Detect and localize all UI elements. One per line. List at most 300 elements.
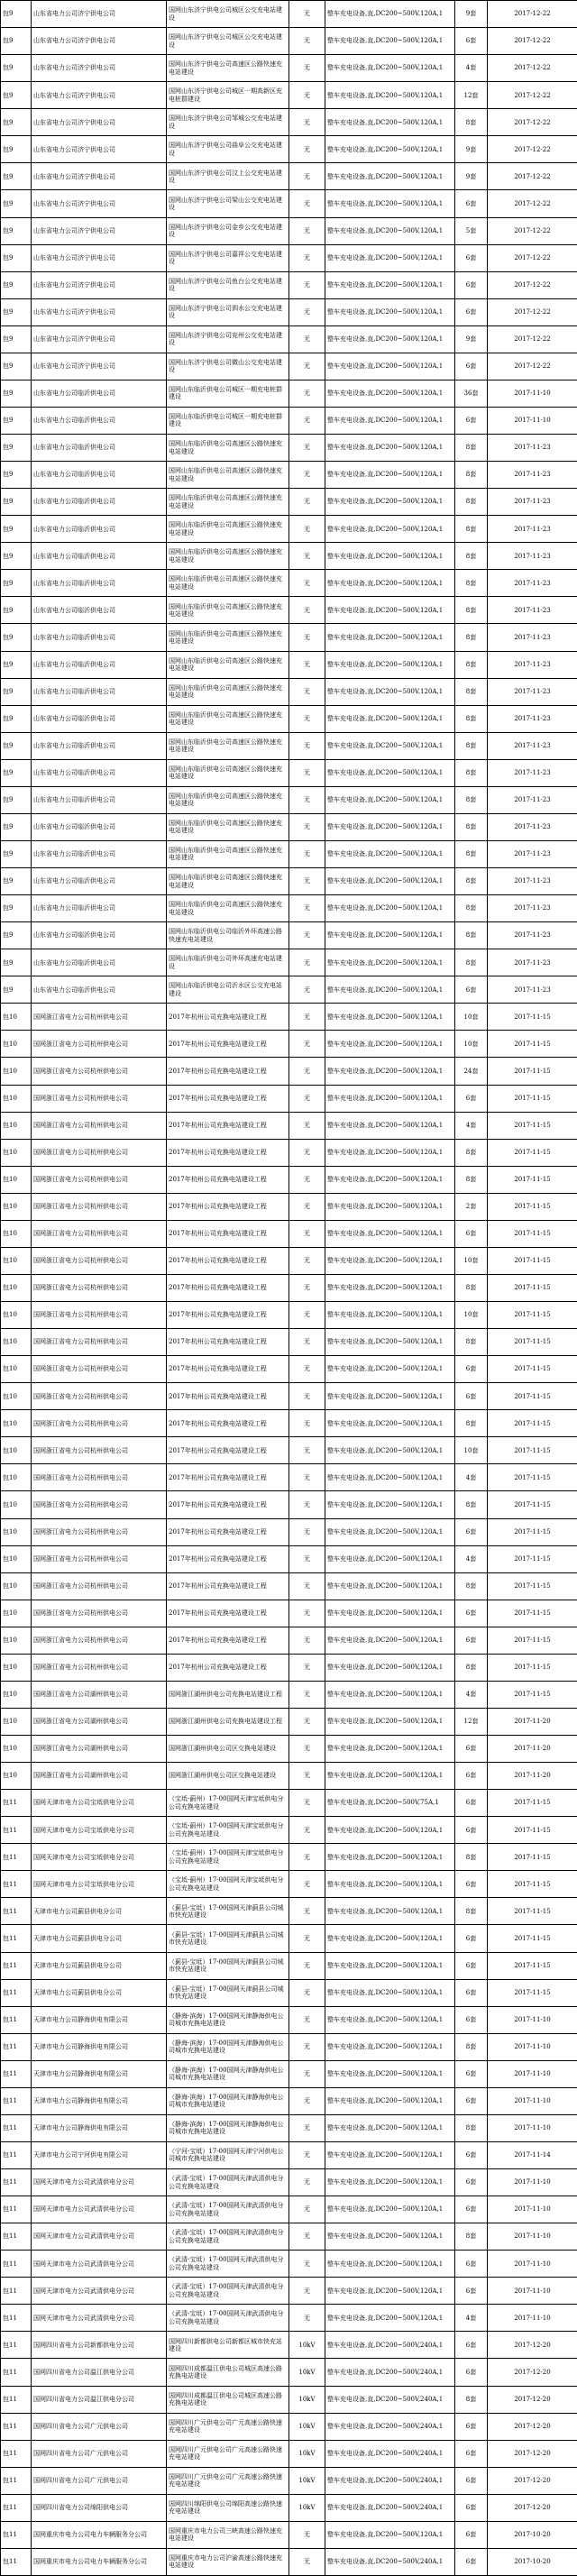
project-cell: （宝坻-蓟州）17-00国网天津宝坻供电分公司充换电站建设 (167, 1871, 289, 1898)
table-row (1, 1220, 577, 1247)
delivery-date-cell: 2017-11-15 (488, 1302, 577, 1329)
equipment-cell: 整车充电设备,直,DC200~500V,120A,1 (325, 813, 455, 840)
project-cell: 2017年杭州公司充换电站建设工程 (167, 1383, 289, 1410)
quantity-cell: 8套 (455, 1572, 488, 1600)
equipment-cell: 整车充电设备,直,DC200~500V,120A,1 (325, 2006, 455, 2033)
unit-cell: 国网天津市电力公司武清供电分公司 (32, 2251, 167, 2278)
equipment-cell: 整车充电设备,直,DC200~500V,240A,1 (325, 2386, 455, 2413)
unit-cell: 国网浙江省电力公司杭州供电公司 (32, 1383, 167, 1410)
equipment-cell: 整车充电设备,直,DC200~500V,120A,1 (325, 109, 455, 136)
voltage-cell: 无 (289, 1058, 325, 1085)
project-cell: 2017年杭州公司充换电站建设工程 (167, 1166, 289, 1193)
unit-cell: 山东省电力公司济宁供电公司 (32, 136, 167, 163)
package-cell: 包11 (1, 2169, 32, 2196)
equipment-cell: 整车充电设备,直,DC200~500V,120A,1 (325, 1220, 455, 1247)
package-cell: 包11 (1, 1898, 32, 1925)
table-row (1, 136, 577, 163)
voltage-cell: 无 (289, 462, 325, 489)
quantity-cell: 4套 (455, 1681, 488, 1708)
equipment-cell: 整车充电设备,直,DC200~500V,120A,1 (325, 1166, 455, 1193)
voltage-cell: 无 (289, 2141, 325, 2168)
project-cell: 国网山东临沂供电公司高速区公路快速充电站建设 (167, 516, 289, 543)
package-cell: 包9 (1, 868, 32, 895)
voltage-cell: 无 (289, 922, 325, 949)
table-row (1, 1112, 577, 1139)
quantity-cell: 4套 (455, 2305, 488, 2332)
equipment-cell: 整车充电设备,直,DC200~500V,120A,1 (325, 407, 455, 434)
project-cell: （宁河-宝坻）17-00国网天津宁河供电公司城市充换电站建设 (167, 2141, 289, 2168)
quantity-cell: 6套 (455, 2413, 488, 2440)
table-row (1, 353, 577, 380)
table-row (1, 1898, 577, 1925)
voltage-cell: 无 (289, 813, 325, 840)
package-cell: 包10 (1, 1166, 32, 1193)
unit-cell: 国网浙江省电力公司杭州供电公司 (32, 1031, 167, 1058)
package-cell: 包9 (1, 82, 32, 109)
quantity-cell: 8套 (455, 1654, 488, 1681)
project-cell: 国网四川广元供电公司广元高速公路快速充电站建设 (167, 2440, 289, 2467)
package-cell: 包10 (1, 1763, 32, 1790)
delivery-date-cell: 2017-11-15 (488, 1166, 577, 1193)
voltage-cell: 无 (289, 2305, 325, 2332)
project-cell: 国网四川新都供电公司新都区城市快充站建设 (167, 2332, 289, 2359)
equipment-cell: 整车充电设备,直,DC200~500V,120A,1 (325, 1572, 455, 1600)
delivery-date-cell: 2017-11-23 (488, 651, 577, 678)
unit-cell: 山东省电力公司临沂供电公司 (32, 949, 167, 976)
delivery-date-cell: 2017-11-15 (488, 1004, 577, 1031)
unit-cell: 国网浙江省电力公司杭州供电公司 (32, 1329, 167, 1356)
voltage-cell: 无 (289, 2223, 325, 2251)
voltage-cell: 无 (289, 1302, 325, 1329)
unit-cell: 国网浙江省电力公司杭州供电公司 (32, 1112, 167, 1139)
package-cell: 包9 (1, 813, 32, 840)
voltage-cell: 无 (289, 597, 325, 624)
project-cell: （静海-滨海）17-00国网天津静海供电公司城市充换电站建设 (167, 2114, 289, 2141)
project-cell: 2017年杭州公司充换电站建设工程 (167, 1274, 289, 1301)
package-cell: 包9 (1, 949, 32, 976)
delivery-date-cell: 2017-11-23 (488, 732, 577, 759)
voltage-cell: 无 (289, 217, 325, 244)
equipment-cell: 整车充电设备,直,DC200~500V,120A,1 (325, 325, 455, 353)
table-row (1, 976, 577, 1004)
table-row (1, 1925, 577, 1952)
project-cell: 2017年杭州公司充换电站建设工程 (167, 1545, 289, 1572)
unit-cell: 天津市电力公司静海供电有限公司 (32, 2060, 167, 2087)
table-row (1, 1031, 577, 1058)
project-cell: （宝坻-蓟州）17-00国网天津宝坻供电分公司充换电站建设 (167, 1790, 289, 1817)
table-row (1, 2521, 577, 2548)
package-cell: 包9 (1, 353, 32, 380)
unit-cell: 山东省电力公司临沂供电公司 (32, 678, 167, 705)
delivery-date-cell: 2017-11-20 (488, 1708, 577, 1735)
unit-cell: 山东省电力公司济宁供电公司 (32, 109, 167, 136)
delivery-date-cell: 2017-11-23 (488, 759, 577, 786)
voltage-cell: 无 (289, 949, 325, 976)
unit-cell: 国网四川省电力公司广元供电公司 (32, 2467, 167, 2494)
delivery-date-cell: 2017-11-10 (488, 407, 577, 434)
voltage-cell: 无 (289, 1247, 325, 1274)
project-cell: 2017年杭州公司充换电站建设工程 (167, 1085, 289, 1112)
project-cell: （静海-滨海）17-00国网天津静海供电公司城市充换电站建设 (167, 2087, 289, 2114)
equipment-cell: 整车充电设备,直,DC200~500V,120A,1 (325, 1247, 455, 1274)
quantity-cell: 6套 (455, 2196, 488, 2223)
voltage-cell: 无 (289, 1572, 325, 1600)
unit-cell: 国网浙江省电力公司湖州供电公司 (32, 1736, 167, 1763)
quantity-cell: 4套 (455, 55, 488, 82)
voltage-cell: 无 (289, 298, 325, 325)
table-row (1, 597, 577, 624)
table-row (1, 1708, 577, 1735)
project-cell: 国网山东济宁供电公司曲阜公交充电站建设 (167, 136, 289, 163)
table-row (1, 2169, 577, 2196)
quantity-cell: 9套 (455, 325, 488, 353)
delivery-date-cell: 2017-12-22 (488, 109, 577, 136)
delivery-date-cell: 2017-11-23 (488, 895, 577, 922)
package-cell: 包9 (1, 705, 32, 732)
voltage-cell: 无 (289, 2087, 325, 2114)
voltage-cell: 无 (289, 1139, 325, 1166)
unit-cell: 国网浙江省电力公司湖州供电公司 (32, 1763, 167, 1790)
package-cell: 包9 (1, 895, 32, 922)
delivery-date-cell: 2017-11-15 (488, 1247, 577, 1274)
equipment-cell: 整车充电设备,直,DC200~500V,120A,1 (325, 1681, 455, 1708)
delivery-date-cell: 2017-11-15 (488, 1572, 577, 1600)
package-cell: 包11 (1, 2006, 32, 2033)
equipment-cell: 整车充电设备,直,DC200~500V,120A,1 (325, 462, 455, 489)
equipment-cell: 整车充电设备,直,DC200~500V,120A,1 (325, 1871, 455, 1898)
delivery-date-cell: 2017-11-20 (488, 1736, 577, 1763)
equipment-cell: 整车充电设备,直,DC200~500V,120A,1 (325, 28, 455, 55)
package-cell: 包11 (1, 1871, 32, 1898)
table-row (1, 759, 577, 786)
project-cell: 2017年杭州公司充换电站建设工程 (167, 1004, 289, 1031)
unit-cell: 国网浙江省电力公司杭州供电公司 (32, 1518, 167, 1545)
equipment-cell: 整车充电设备,直,DC200~500V,120A,1 (325, 976, 455, 1004)
package-cell: 包10 (1, 1681, 32, 1708)
delivery-date-cell: 2017-11-10 (488, 2033, 577, 2060)
delivery-date-cell: 2017-11-15 (488, 1545, 577, 1572)
delivery-date-cell: 2017-11-23 (488, 489, 577, 516)
package-cell: 包11 (1, 2251, 32, 2278)
table-row (1, 1004, 577, 1031)
delivery-date-cell: 2017-11-15 (488, 1437, 577, 1464)
voltage-cell: 无 (289, 1871, 325, 1898)
delivery-date-cell: 2017-12-20 (488, 2440, 577, 2467)
quantity-cell: 8套 (455, 624, 488, 651)
quantity-cell: 8套 (455, 2033, 488, 2060)
quantity-cell: 2套 (455, 1193, 488, 1220)
package-cell: 包10 (1, 1654, 32, 1681)
project-cell: 国网山东临沂供电公司临沂外环高速公路快速充电站建设 (167, 922, 289, 949)
unit-cell: 国网浙江省电力公司杭州供电公司 (32, 1193, 167, 1220)
table-row (1, 462, 577, 489)
quantity-cell: 8套 (455, 651, 488, 678)
project-cell: （宝坻-蓟州）17-00国网天津宝坻供电分公司充换电站建设 (167, 1844, 289, 1871)
voltage-cell: 无 (289, 1464, 325, 1491)
quantity-cell: 6套 (455, 2467, 488, 2494)
delivery-date-cell: 2017-11-15 (488, 1356, 577, 1383)
voltage-cell: 无 (289, 895, 325, 922)
equipment-cell: 整车充电设备,直,DC200~500V,240A,1 (325, 2467, 455, 2494)
equipment-cell: 整车充电设备,直,DC200~500V,120A,1 (325, 2521, 455, 2548)
quantity-cell: 8套 (455, 597, 488, 624)
equipment-cell: 整车充电设备,直,DC200~500V,120A,1 (325, 705, 455, 732)
delivery-date-cell: 2017-11-14 (488, 2141, 577, 2168)
delivery-date-cell: 2017-11-23 (488, 462, 577, 489)
voltage-cell: 无 (289, 1790, 325, 1817)
table-row (1, 813, 577, 840)
unit-cell: 山东省电力公司临沂供电公司 (32, 597, 167, 624)
equipment-cell: 整车充电设备,直,DC200~500V,120A,1 (325, 1925, 455, 1952)
voltage-cell: 无 (289, 1736, 325, 1763)
table-row (1, 1356, 577, 1383)
voltage-cell: 无 (289, 2033, 325, 2060)
equipment-cell: 整车充电设备,直,DC200~500V,120A,1 (325, 1031, 455, 1058)
voltage-cell: 无 (289, 678, 325, 705)
voltage-cell: 无 (289, 570, 325, 597)
project-cell: 国网山东临沂供电公司高速区公路快速充电站建设 (167, 570, 289, 597)
package-cell: 包10 (1, 1302, 32, 1329)
quantity-cell: 6套 (455, 28, 488, 55)
project-cell: 国网四川成都温江供电公司城区高速公路充换电站建设 (167, 2386, 289, 2413)
table-row (1, 325, 577, 353)
delivery-date-cell: 2017-11-15 (488, 1979, 577, 2006)
equipment-cell: 整车充电设备,直,DC200~500V,120A,1 (325, 949, 455, 976)
equipment-cell: 整车充电设备,直,DC200~500V,120A,1 (325, 1356, 455, 1383)
unit-cell: 国网重庆市电力公司电力车辆服务分公司 (32, 2521, 167, 2548)
equipment-cell: 整车充电设备,直,DC200~500V,120A,1 (325, 1193, 455, 1220)
quantity-cell: 8套 (455, 786, 488, 813)
delivery-date-cell: 2017-11-23 (488, 678, 577, 705)
package-cell: 包9 (1, 298, 32, 325)
delivery-date-cell: 2017-12-22 (488, 271, 577, 298)
package-cell: 包10 (1, 1437, 32, 1464)
quantity-cell: 6套 (455, 976, 488, 1004)
voltage-cell: 无 (289, 2169, 325, 2196)
equipment-cell: 整车充电设备,直,DC200~500V,120A,1 (325, 1952, 455, 1979)
table-row (1, 1763, 577, 1790)
table-row (1, 2141, 577, 2168)
unit-cell: 山东省电力公司临沂供电公司 (32, 380, 167, 407)
table-row (1, 949, 577, 976)
delivery-date-cell: 2017-11-23 (488, 949, 577, 976)
voltage-cell: 无 (289, 1979, 325, 2006)
voltage-cell: 无 (289, 1491, 325, 1518)
voltage-cell: 无 (289, 2548, 325, 2575)
equipment-cell: 整车充电设备,直,DC200~500V,120A,1 (325, 2223, 455, 2251)
delivery-date-cell: 2017-11-15 (488, 1329, 577, 1356)
quantity-cell: 6套 (455, 2006, 488, 2033)
unit-cell: 山东省电力公司临沂供电公司 (32, 570, 167, 597)
table-row (1, 163, 577, 190)
table-row (1, 271, 577, 298)
table-row (1, 1518, 577, 1545)
project-cell: （武清-宝坻）17-00国网天津武清供电分公司充换电站建设 (167, 2196, 289, 2223)
quantity-cell: 8套 (455, 1491, 488, 1518)
table-row (1, 1790, 577, 1817)
equipment-cell: 整车充电设备,直,DC200~500V,120A,1 (325, 489, 455, 516)
delivery-date-cell: 2017-11-10 (488, 2251, 577, 2278)
equipment-cell: 整车充电设备,直,DC200~500V,240A,1 (325, 2413, 455, 2440)
voltage-cell: 无 (289, 82, 325, 109)
table-row (1, 190, 577, 217)
voltage-cell: 无 (289, 1220, 325, 1247)
equipment-cell: 整车充电设备,直,DC200~500V,120A,1 (325, 895, 455, 922)
project-cell: 国网山东济宁供电公司梁山公交充电站建设 (167, 190, 289, 217)
delivery-date-cell: 2017-12-22 (488, 136, 577, 163)
project-cell: 国网山东临沂供电公司高速区公路快速充电站建设 (167, 624, 289, 651)
table-row (1, 705, 577, 732)
project-cell: 国网山东临沂供电公司高速区公路快速充电站建设 (167, 651, 289, 678)
table-row (1, 2223, 577, 2251)
package-cell: 包9 (1, 840, 32, 867)
quantity-cell: 6套 (455, 298, 488, 325)
unit-cell: 国网天津市电力公司武清供电分公司 (32, 2223, 167, 2251)
quantity-cell: 8套 (455, 489, 488, 516)
delivery-date-cell: 2017-11-23 (488, 570, 577, 597)
table-row (1, 2359, 577, 2386)
package-cell: 包9 (1, 435, 32, 462)
quantity-cell: 8套 (455, 813, 488, 840)
table-row (1, 2548, 577, 2575)
voltage-cell: 无 (289, 2006, 325, 2033)
unit-cell: 山东省电力公司济宁供电公司 (32, 163, 167, 190)
equipment-cell: 整车充电设备,直,DC200~500V,120A,1 (325, 2169, 455, 2196)
quantity-cell: 8套 (455, 840, 488, 867)
package-cell: 包9 (1, 217, 32, 244)
table-row (1, 651, 577, 678)
delivery-date-cell: 2017-11-23 (488, 976, 577, 1004)
voltage-cell: 无 (289, 624, 325, 651)
equipment-cell: 整车充电设备,直,DC200~500V,120A,1 (325, 840, 455, 867)
package-cell: 包9 (1, 1, 32, 28)
package-cell: 包9 (1, 976, 32, 1004)
table-row (1, 28, 577, 55)
project-cell: 国网浙江湖州供电公司区交换电站建设 (167, 1736, 289, 1763)
equipment-cell: 整车充电设备,直,DC200~500V,120A,1 (325, 1383, 455, 1410)
delivery-date-cell: 2017-12-22 (488, 82, 577, 109)
quantity-cell: 6套 (455, 2141, 488, 2168)
table-row (1, 1979, 577, 2006)
voltage-cell: 无 (289, 1600, 325, 1627)
table-row (1, 1491, 577, 1518)
package-cell: 包10 (1, 1410, 32, 1437)
unit-cell: 山东省电力公司济宁供电公司 (32, 298, 167, 325)
delivery-date-cell: 2017-11-15 (488, 1383, 577, 1410)
unit-cell: 山东省电力公司济宁供电公司 (32, 1, 167, 28)
quantity-cell: 10套 (455, 1031, 488, 1058)
table-row (1, 1871, 577, 1898)
project-cell: 国网浙江湖州供电公司区交换电站建设 (167, 1763, 289, 1790)
delivery-date-cell: 2017-11-10 (488, 2223, 577, 2251)
unit-cell: 山东省电力公司济宁供电公司 (32, 271, 167, 298)
table-row (1, 868, 577, 895)
quantity-cell: 6套 (455, 1600, 488, 1627)
voltage-cell: 无 (289, 244, 325, 271)
project-cell: 国网山东济宁供电公司鱼台公交充电站建设 (167, 271, 289, 298)
quantity-cell: 8套 (455, 109, 488, 136)
voltage-cell: 无 (289, 1085, 325, 1112)
project-cell: 国网山东临沂供电公司高速区公路快速充电站建设 (167, 732, 289, 759)
project-cell: （武清-宝坻）17-00国网天津武清供电分公司充换电站建设 (167, 2251, 289, 2278)
table-row (1, 1166, 577, 1193)
project-cell: 2017年杭州公司充换电站建设工程 (167, 1572, 289, 1600)
table-row (1, 1, 577, 28)
unit-cell: 国网浙江省电力公司杭州供电公司 (32, 1410, 167, 1437)
voltage-cell: 10kV (289, 2467, 325, 2494)
unit-cell: 国网浙江省电力公司杭州供电公司 (32, 1058, 167, 1085)
voltage-cell: 10kV (289, 2359, 325, 2386)
project-cell: （蓟县-宝坻）17-00国网天津蓟县公司城市快充站建设 (167, 1952, 289, 1979)
voltage-cell: 无 (289, 1627, 325, 1654)
voltage-cell: 无 (289, 1817, 325, 1844)
equipment-cell: 整车充电设备,直,DC200~500V,120A,1 (325, 1139, 455, 1166)
package-cell: 包11 (1, 1844, 32, 1871)
package-cell: 包9 (1, 759, 32, 786)
equipment-cell: 整车充电设备,直,DC200~500V,120A,1 (325, 1085, 455, 1112)
project-cell: 国网山东临沂供电公司城区一期充电桩群建设 (167, 380, 289, 407)
delivery-date-cell: 2017-11-15 (488, 1464, 577, 1491)
delivery-date-cell: 2017-11-10 (488, 2169, 577, 2196)
voltage-cell: 无 (289, 732, 325, 759)
unit-cell: 山东省电力公司临沂供电公司 (32, 976, 167, 1004)
quantity-cell: 6套 (455, 2169, 488, 2196)
voltage-cell: 无 (289, 489, 325, 516)
package-cell: 包11 (1, 2033, 32, 2060)
project-cell: 国网浙江湖州供电公司充换电站建设工程 (167, 1681, 289, 1708)
delivery-date-cell: 2017-12-20 (488, 2467, 577, 2494)
quantity-cell: 6套 (455, 1871, 488, 1898)
unit-cell: 国网天津市电力公司宝坻供电分公司 (32, 1790, 167, 1817)
project-cell: 2017年杭州公司充换电站建设工程 (167, 1302, 289, 1329)
delivery-date-cell: 2017-11-10 (488, 380, 577, 407)
delivery-date-cell: 2017-12-22 (488, 325, 577, 353)
unit-cell: 山东省电力公司临沂供电公司 (32, 732, 167, 759)
unit-cell: 国网浙江省电力公司湖州供电公司 (32, 1708, 167, 1735)
quantity-cell: 6套 (455, 2087, 488, 2114)
voltage-cell: 无 (289, 2060, 325, 2087)
project-cell: （武清-宝坻）17-00国网天津武清供电分公司充换电站建设 (167, 2305, 289, 2332)
voltage-cell: 无 (289, 705, 325, 732)
package-cell: 包11 (1, 2114, 32, 2141)
equipment-cell: 整车充电设备,直,DC200~500V,120A,1 (325, 2060, 455, 2087)
delivery-date-cell: 2017-11-15 (488, 1790, 577, 1817)
voltage-cell: 无 (289, 1166, 325, 1193)
quantity-cell: 6套 (455, 244, 488, 271)
voltage-cell: 无 (289, 325, 325, 353)
equipment-cell: 整车充电设备,直,DC200~500V,120A,1 (325, 1817, 455, 1844)
package-cell: 包10 (1, 1708, 32, 1735)
project-cell: 国网四川广元供电公司广元高速公路快速充电站建设 (167, 2413, 289, 2440)
project-cell: 国网山东临沂供电公司高速区公路快速充电站建设 (167, 678, 289, 705)
package-cell: 包11 (1, 2332, 32, 2359)
project-cell: 国网山东临沂供电公司高速区公路快速充电站建设 (167, 895, 289, 922)
project-cell: 国网山东临沂供电公司外环高速充电站建设 (167, 949, 289, 976)
package-cell: 包10 (1, 1220, 32, 1247)
project-cell: 国网山东临沂供电公司城区一期充电桩群建设 (167, 407, 289, 434)
quantity-cell: 8套 (455, 435, 488, 462)
quantity-cell: 8套 (455, 2223, 488, 2251)
unit-cell: 山东省电力公司济宁供电公司 (32, 325, 167, 353)
table-row (1, 2251, 577, 2278)
package-cell: 包9 (1, 136, 32, 163)
package-cell: 包10 (1, 1600, 32, 1627)
quantity-cell: 6套 (455, 190, 488, 217)
delivery-date-cell: 2017-11-23 (488, 786, 577, 813)
unit-cell: 国网浙江省电力公司杭州供电公司 (32, 1302, 167, 1329)
voltage-cell: 无 (289, 2278, 325, 2305)
unit-cell: 山东省电力公司临沂供电公司 (32, 435, 167, 462)
